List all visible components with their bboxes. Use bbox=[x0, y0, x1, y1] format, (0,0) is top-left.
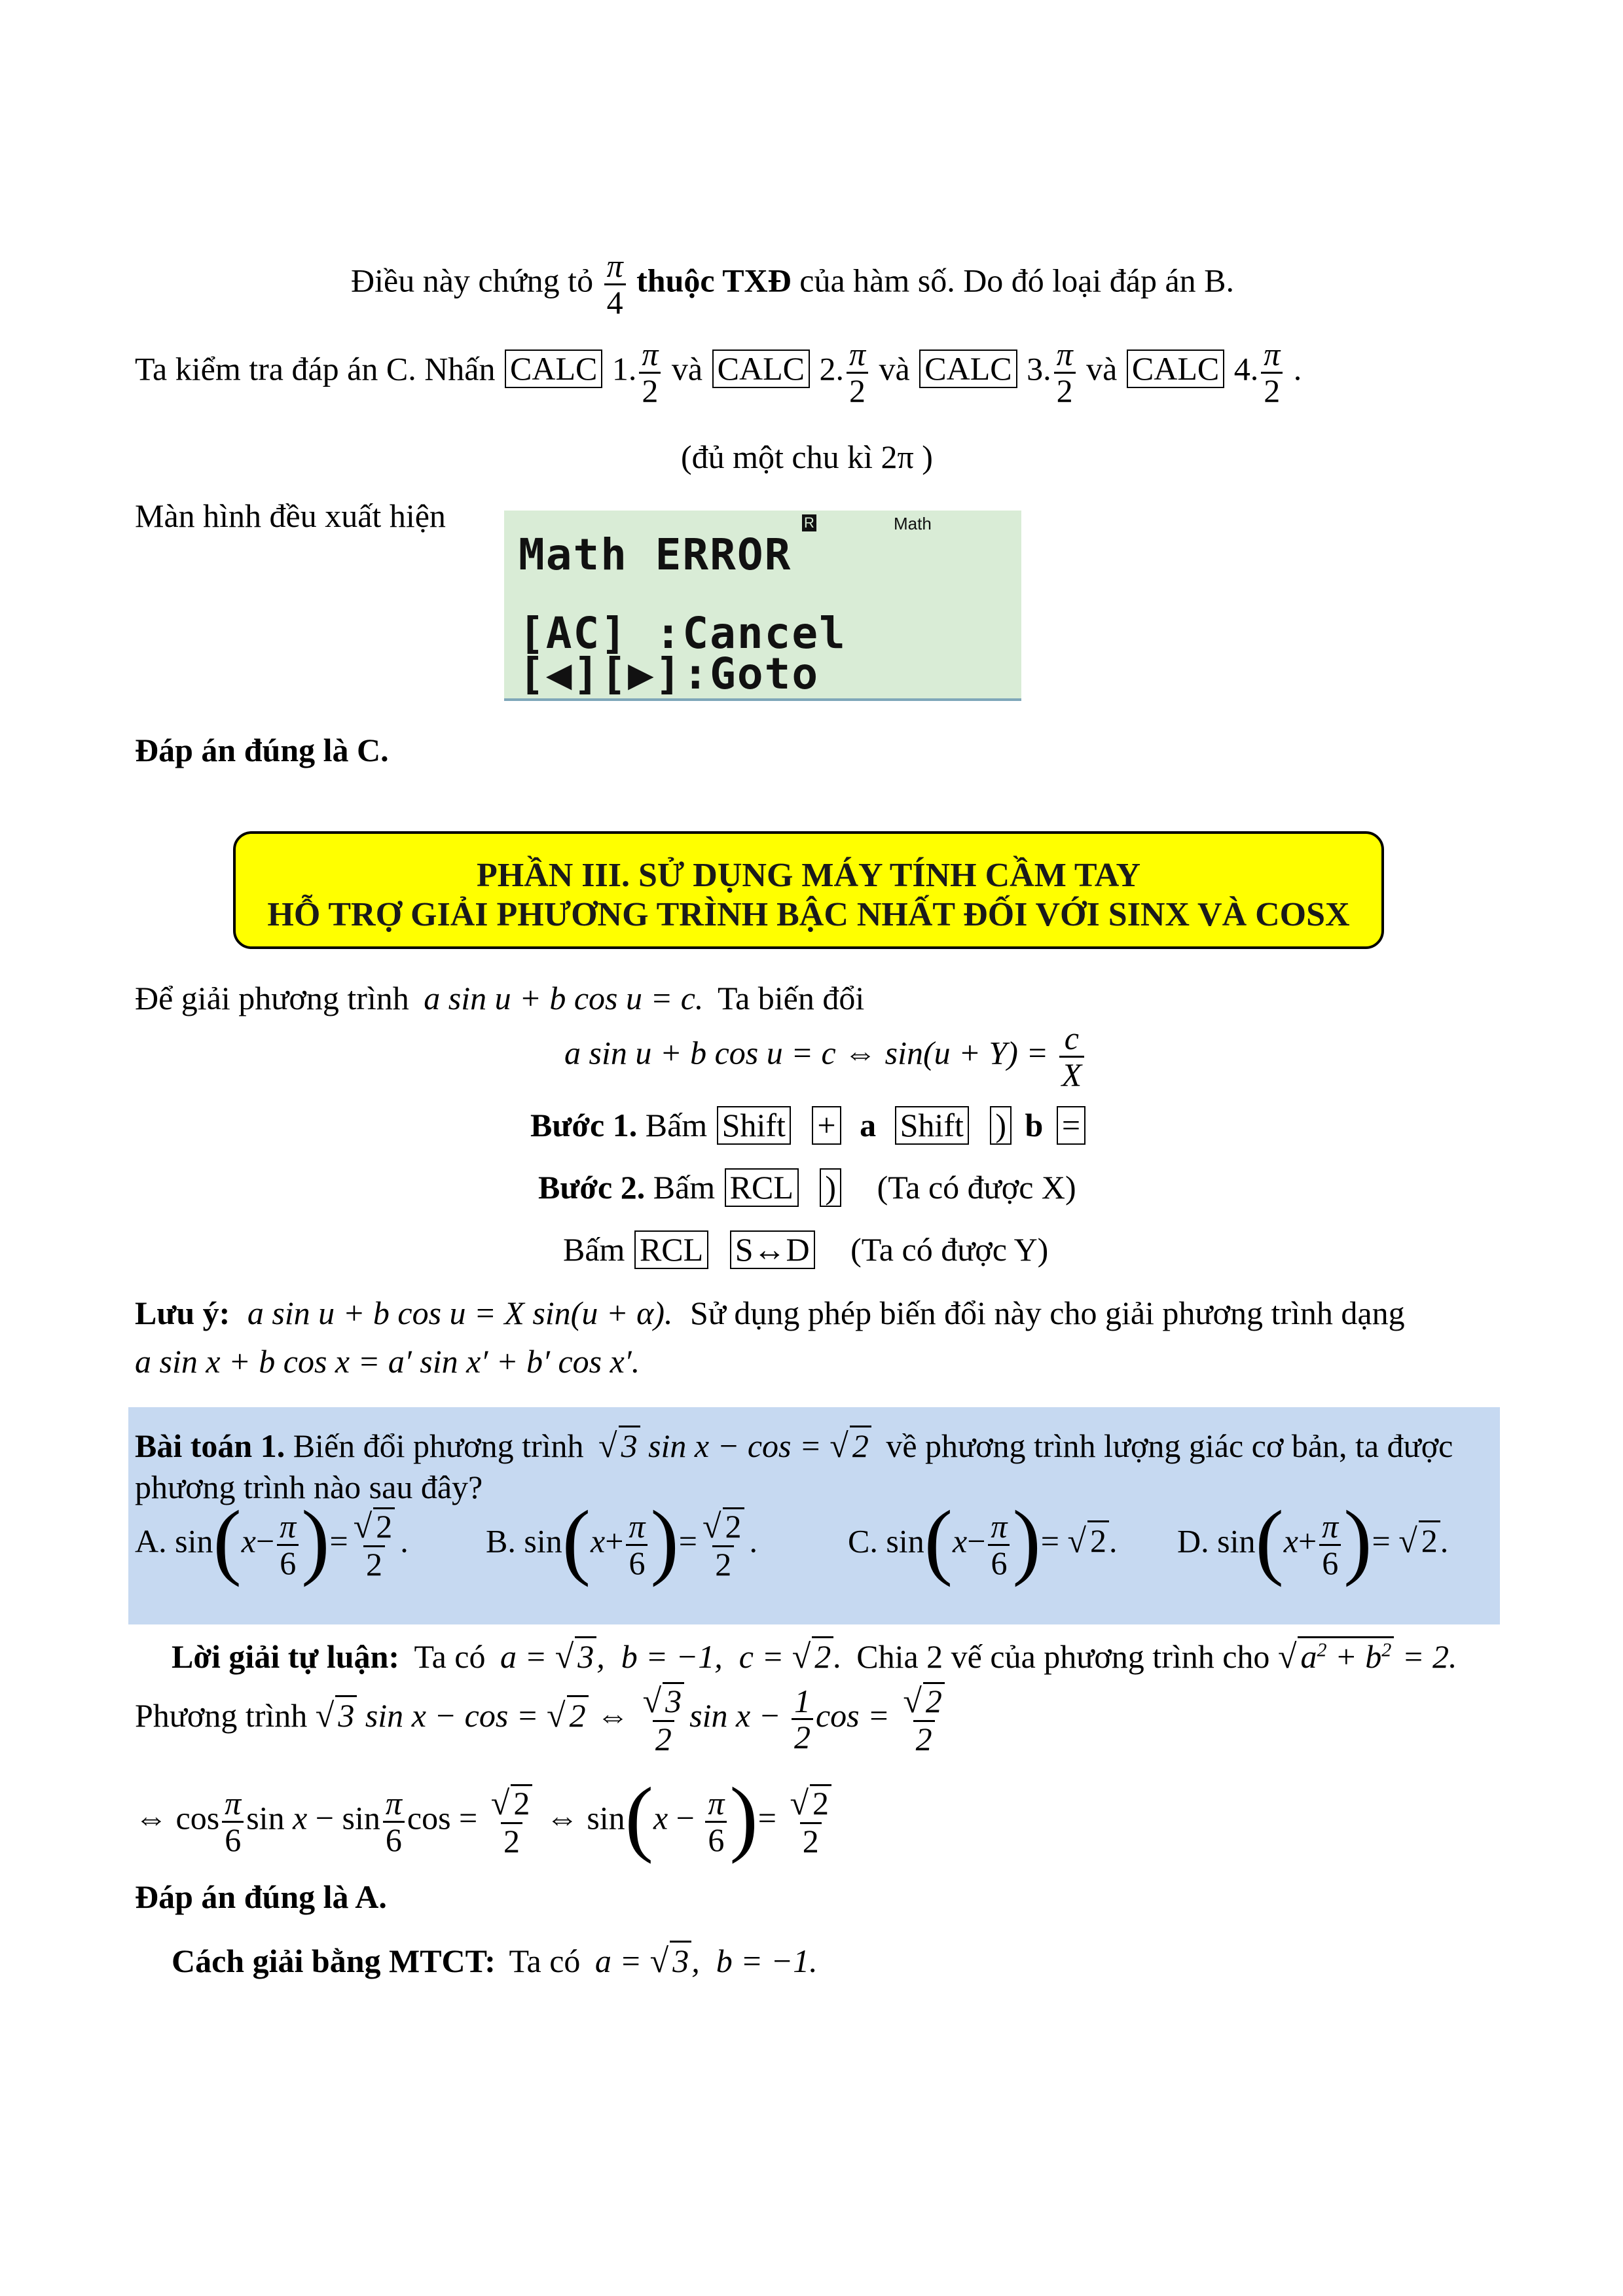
radian-indicator: R bbox=[802, 514, 816, 531]
solution-line-3: ⇔ cos $\frac{\pi}{6}$ sin x − sin $\frac{\pi}{6}$ cos = $\frac{√ 2}{2}$ ⇔ sin(x − $\frac{\pi}{6}$ )= $\frac{√ 2}{2}$ bbox=[135, 1779, 837, 1864]
pi-over-2: $\frac{\pi}{2}$ bbox=[639, 337, 661, 408]
solution-line-2: Phương trình √ 3 sin x − cos = √ 2 ⇔ $\frac{√ 3}{2}$ sin x − $\frac{1}{2}$ cos = $\frac{√ 2}{2}$ bbox=[135, 1682, 950, 1756]
intro-equation: a sin u + b cos u = c. bbox=[424, 980, 704, 1016]
calc-key-2: CALC bbox=[712, 350, 810, 388]
pi-over-4: $\frac{\pi}{4}$ bbox=[604, 249, 626, 319]
pi-over-2: $\frac{\pi}{2}$ bbox=[1054, 337, 1076, 408]
close-paren-key: ) bbox=[820, 1168, 841, 1207]
note-line-2: a sin x + b cos x = a′ sin x′ + b′ cos x′. bbox=[135, 1343, 640, 1380]
para1-prefix: Điều này chứng tỏ bbox=[351, 262, 594, 299]
screen-line-goto: [◀][▶]:Goto bbox=[519, 649, 820, 699]
section-title-2: HỖ TRỢ GIẢI PHƯƠNG TRÌNH BẬC NHẤT ĐỐI VỚI SINX VÀ COSX bbox=[267, 896, 1350, 933]
answer-a: Đáp án đúng là A. bbox=[135, 1878, 387, 1915]
calculator-screen bbox=[504, 511, 1021, 701]
solution-line-1: Lời giải tự luận: Ta có a = √ 3, b = −1, c = √ 2. Chia 2 vế của phương trình cho √ $a^2 + b^2 = 2$. bbox=[172, 1636, 1457, 1677]
para2-text: Ta kiểm tra đáp án C. Nhấn bbox=[135, 350, 496, 387]
paragraph-txd bbox=[351, 249, 1234, 319]
step-3: Bấm RCL S↔D (Ta có được Y) bbox=[563, 1231, 1049, 1268]
screen-line-error: Math ERROR bbox=[519, 529, 792, 580]
answer-c: Đáp án đúng là C. bbox=[135, 732, 389, 768]
section-header bbox=[233, 831, 1384, 949]
problem-equation: √ 3 sin x − cos = √ 2 bbox=[598, 1427, 879, 1464]
calc-key-3: CALC bbox=[919, 350, 1017, 388]
calc-key-1: CALC bbox=[505, 350, 602, 388]
cycle-note: (đủ một chu kì 2π ) bbox=[681, 439, 933, 475]
option-c: C. sin(x− $\frac{\pi}{6}$ )= √ 2. bbox=[848, 1494, 1118, 1588]
shift-key: Shift bbox=[717, 1106, 791, 1145]
close-paren-key: ) bbox=[990, 1106, 1012, 1145]
para1-bold: thuộc TXĐ bbox=[636, 262, 792, 299]
option-b: B. sin(x+ $\frac{\pi}{6}$ )= $\frac{√ 2}{2}$ . bbox=[486, 1494, 758, 1588]
calc-key-4: CALC bbox=[1127, 350, 1224, 388]
rcl-key: RCL bbox=[634, 1230, 708, 1269]
equals-key: = bbox=[1057, 1106, 1085, 1145]
screen-label: Màn hình đều xuất hiện bbox=[135, 497, 446, 534]
rcl-key: RCL bbox=[725, 1168, 799, 1207]
sd-key: S↔D bbox=[730, 1230, 815, 1269]
problem-line-1: Bài toán 1. Biến đổi phương trình √ 3 sin x − cos = √ 2 về phương trình lượng giác cơ bản, ta được bbox=[135, 1426, 1453, 1466]
plus-key: + bbox=[812, 1106, 841, 1145]
problem-line-2: phương trình nào sau đây? bbox=[135, 1469, 483, 1505]
transform-equation: a sin u + b cos u = c ⇔ sin(u + Y) = $\frac{c}{X}$ bbox=[564, 1021, 1087, 1092]
para1-suffix: của hàm số. Do đó loại đáp án B. bbox=[799, 262, 1235, 299]
note-line-1: Lưu ý: a sin u + b cos u = X sin(u + α). Sử dụng phép biến đổi này cho giải phương trình dạng bbox=[135, 1295, 1405, 1331]
math-mode-label: Math bbox=[894, 514, 932, 533]
step-2: Bước 2. Bấm RCL ) (Ta có được X) bbox=[538, 1169, 1076, 1206]
section-title-1: PHẦN III. SỬ DỤNG MÁY TÍNH CẦM TAY bbox=[476, 857, 1141, 894]
screen-line-cancel: [AC] :Cancel bbox=[519, 608, 847, 658]
pi-over-2: $\frac{\pi}{2}$ bbox=[847, 337, 868, 408]
intro-line: Để giải phương trình a sin u + b cos u = c. Ta biến đổi bbox=[135, 980, 865, 1016]
shift-key: Shift bbox=[895, 1106, 969, 1145]
step-1: Bước 1. Bấm Shift + a Shift ) b = bbox=[530, 1106, 1087, 1145]
pi-over-2: $\frac{\pi}{2}$ bbox=[1261, 337, 1283, 408]
paragraph-check-c: Ta kiểm tra đáp án C. Nhấn CALC 1. $\frac{\pi}{2}$ và CALC 2. $\frac{\pi}{2}$ và CALC 3. $\frac{\pi}{2}$ và CALC 4. $\frac{\pi}{2}$ . bbox=[135, 336, 1302, 409]
mtct-line: Cách giải bằng MTCT: Ta có a = √ 3, b = −1. bbox=[172, 1941, 818, 1981]
option-a: A. sin(x− $\frac{\pi}{6}$ )= $\frac{√ 2}{2}$ . bbox=[135, 1494, 409, 1588]
option-d: D. sin(x+ $\frac{\pi}{6}$ )= √ 2. bbox=[1177, 1494, 1449, 1588]
